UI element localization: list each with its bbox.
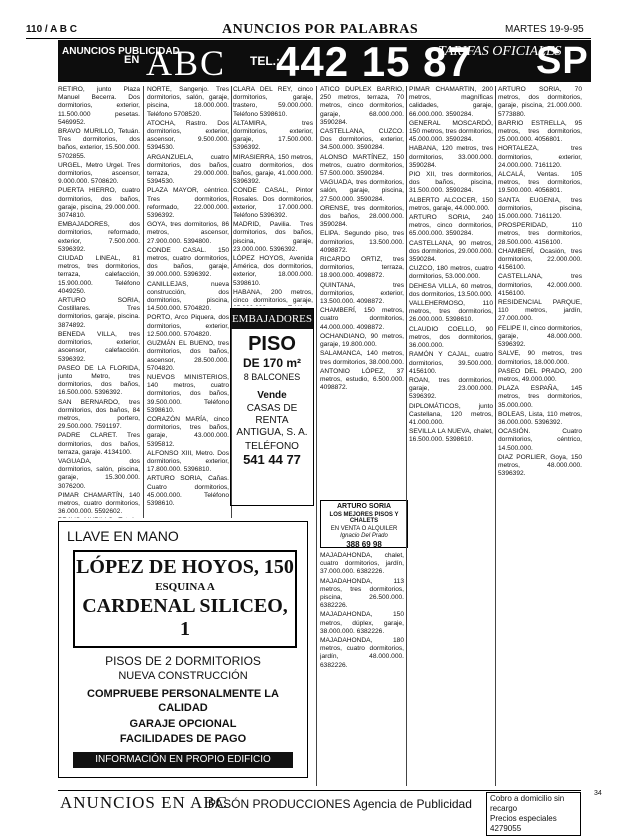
ad-entry: ARTURO SORIA, 70 metros, dos dormitorios, garaje, piscina, 21.000.000. 5773880. xyxy=(498,86,582,118)
ad-entry: MIRASIERRA, 150 metros, cuatro dormitorios, dos baños, garaje, 41.000.000. 5396392. xyxy=(233,153,313,186)
ad-entry: OCASIÓN. Cuatro dormitorios, céntrico, 14.500.000. xyxy=(498,428,582,452)
embajadores-title: EMBAJADORES xyxy=(231,309,313,329)
ad-entry: CUZCO, 180 metros, cuatro dormitorios, 53.000.000. xyxy=(409,265,493,281)
llave-en-mano-ad xyxy=(58,521,308,778)
ad-entry: FELIPE II, cinco dormitorios, garaje, 48.000.000. 5396392. xyxy=(498,324,582,349)
embajadores-size: DE 170 m² xyxy=(242,356,302,370)
ad-entry: ALONSO MARTÍNEZ, 150 metros, cuatro dormitorios, 57.500.000. 3590284. xyxy=(320,153,404,178)
ad-entry: RICARDO ORTIZ, tres dormitorios, terraza, 18.900.000. 4098872. xyxy=(320,256,404,280)
ad-entry: PROSPERIDAD, 110 metros, tres dormitorios, 28.500.000. 4156100. xyxy=(498,222,582,246)
embajadores-phone: 541 44 77 xyxy=(243,452,301,467)
ad-entry: ARTURO SORIA, Costillares. Tres dormitorios, garaje, piscina. 3874892. xyxy=(58,297,140,329)
classifieds-banner xyxy=(58,38,591,85)
llave-calidad: CALIDAD xyxy=(158,702,208,714)
ad-entry: CASTELLANA, CUZCO. Dos dormitorios, exterior, 34.500.000. 3590284. xyxy=(320,128,404,152)
ad-entry xyxy=(58,517,140,518)
footer-cobro-line1: Cobro a domicilio sin recargo xyxy=(490,794,565,813)
ad-entry: MADRID, Pavilia. Tres dormitorios, dos baños, piscina, garaje, 23.000.000. 5396392. xyxy=(233,221,313,253)
section-title: ANUNCIOS POR PALABRAS xyxy=(222,22,419,37)
column-divider xyxy=(495,86,496,786)
ad-entry: ANTONIO LÓPEZ, 37 metros, estudio, 6.500.000. 4098872. xyxy=(320,367,404,392)
ad-entry: CASTELLANA, tres dormitorios, 42.000.000. 4156100. xyxy=(498,273,582,297)
ad-entry: ARTURO SORIA, 240 metros, cinco dormitorios, 65.000.000. 3590284. xyxy=(409,214,493,238)
ad-entry: PADRE CLARET. Tres dormitorios, dos baños, terraza, garaje. 4134100. xyxy=(58,432,140,456)
ad-entry: CIUDAD LINEAL, 81 metros, tres dormitorios, terraza, calefacción, 15.900.000. Teléfono 4049250. xyxy=(58,255,140,295)
banner-en: EN xyxy=(124,54,140,66)
seal-company: Ignacio Del Prado xyxy=(340,533,388,539)
footer-anuncios: ANUNCIOS EN ABC xyxy=(60,793,229,812)
ad-entry: ROAN, tres dormitorios, garaje, 23.000.000. 5396392. xyxy=(409,376,493,401)
column-divider xyxy=(406,86,407,786)
ad-entry: CLAUDIO COELLO, 90 metros, dos dormitorios, 36.000.000. xyxy=(409,325,493,350)
ad-entry: ELIPA. Segundo piso, tres dormitorios, 13.500.000. 4098872. xyxy=(320,230,404,254)
ad-entry: ORENSE, tres dormitorios, dos baños, 28.000.000. 3590284. xyxy=(320,204,404,229)
ad-entry: MAJADAHONDA, 180 metros, cuatro dormitorios, jardín, 48.000.000. 6382226. xyxy=(320,637,404,669)
ad-entry: BENEDA VILLA, tres dormitorios, exterior, ascensor, calefacción. 5396392. xyxy=(58,330,140,363)
ad-entry: CONDE CASAL. 150 metros, cuatro dormitorios, dos baños, garaje, 39.000.000. 5396392. xyxy=(147,246,229,279)
ad-entry: ARGANZUELA, cuatro dormitorios, dos baños, terraza, 29.000.000. 5394530. xyxy=(147,153,229,186)
ad-entry: CASTELLANA, 90 metros, dos dormitorios, 29.000.000. 3590284. xyxy=(409,239,493,264)
ad-entry: SALVE, 90 metros, tres dormitorios, 18.000.000. xyxy=(498,350,582,366)
ad-entry: SAN BERNARDO, tres dormitorios, dos baños, 84 metros, portero, 29.500.000. 7591197. xyxy=(58,398,140,431)
ad-entry: GENERAL MOSCARDÓ, 150 metros, tres dormitorios, 45.000.000. 3590284. xyxy=(409,119,493,144)
ad-entry: LÓPEZ HOYOS, Avenida América, dos dormitorios, exterior, 18.000.000. 5398610. xyxy=(233,255,313,287)
page-number: 110 / A B C xyxy=(26,24,77,35)
ad-entry: GUZMÁN EL BUENO, tres dormitorios, dos baños, ascensor, 28.500.000. 5704820. xyxy=(147,340,229,372)
llave-addr3: CARDENAL SILICEO, 1 xyxy=(82,595,288,640)
ad-entry: SALAMANCA, 140 metros, tres dormitorios, 38.000.000. xyxy=(320,350,404,366)
llave-addr1: LÓPEZ DE HOYOS, 150 xyxy=(76,556,294,578)
ad-entry: ALTAMIRA, tres dormitorios, exterior, garaje, 17.500.000. 5396392. xyxy=(233,119,313,152)
ad-entry: ALCALÁ, Ventas. 105 metros, tres dormitorios, 19.500.000. 4056801. xyxy=(498,171,582,195)
ad-entry: PASEO DEL PRADO, 200 metros, 49.000.000. xyxy=(498,367,582,383)
ad-entry: CANILLEJAS, nueva construcción, dos dormitorios, piscina, 14.500.000. 5704820. xyxy=(147,280,229,313)
embajadores-balcony: 8 BALCONES xyxy=(243,372,301,382)
ad-entry: SANTA EUGENIA, tres dormitorios, piscina, 15.000.000. 7161120. xyxy=(498,196,582,221)
llave-address-box xyxy=(73,550,297,648)
ad-entry: VAGUADA, tres dormitorios, salón, garaje, piscina, 27.500.000. 3590284. xyxy=(320,179,404,203)
ad-entry: MAJADAHONDA, 113 metros, tres dormitorios, piscina, 26.500.000. 6382226. xyxy=(320,577,404,610)
ad-column-3 xyxy=(233,86,313,306)
seal-sub: EN VENTA O ALQUILER xyxy=(330,526,398,532)
llave-nueva: NUEVA CONSTRUCCIÓN xyxy=(118,670,248,682)
ad-entry: PUERTA HIERRO, cuatro dormitorios, dos baños, garaje, piscina, 29.000.000. 3074810. xyxy=(58,187,140,220)
llave-addr2: ESQUINA A xyxy=(155,581,215,593)
seal-line: LOS MEJORES PISOS Y CHALETS xyxy=(329,512,399,524)
ad-entry: RETIRO, junto Plaza Manuel Becerra. Dos dormitorios, exterior, 11.500.000 pesetas. 5469952. xyxy=(58,86,140,126)
ad-entry: HORTALEZA, tres dormitorios, exterior, 24.000.000. 7161120. xyxy=(498,145,582,169)
ad-column-5 xyxy=(409,86,493,786)
ad-entry: CONDE CASAL, Pintor Rosales. Dos dormitorios, exterior, 17.000.000. Teléfono 5396392. xyxy=(233,187,313,220)
ad-column-6 xyxy=(498,86,582,786)
ad-entry: PIMAR CHAMARTÍN, 200 metros, magníficas calidades, garaje, 66.000.000. 3590284. xyxy=(409,86,493,118)
ad-entry: ALFONSO XIII, Metro. Dos dormitorios, exterior, 17.800.000. 5396810. xyxy=(147,449,229,474)
ad-entry: ALBERTO ALCOCER, 150 metros, garaje, 44.000.000. xyxy=(409,196,493,212)
ad-entry: ATICO DUPLEX BARRIO, 250 metros, terraza, 70 metros, cinco dormitorios, garaje, 68.000.000. 3590284. xyxy=(320,86,404,126)
llave-info-bar: INFORMACIÓN EN PROPIO EDIFICIO xyxy=(73,752,293,768)
banner-tarifas: TARIFAS OFICIALES xyxy=(438,44,562,59)
ad-entry: DIAZ PORLIER, Goya, 150 metros, 48.000.000. 5396392. xyxy=(498,453,582,478)
ad-entry: CORAZÓN MARÍA, cinco dormitorios, tres baños, garaje, 43.000.000. 5395812. xyxy=(147,415,229,448)
banner-tel-label: TEL.: xyxy=(250,54,280,68)
llave-facilidades: FACILIDADES DE PAGO xyxy=(119,733,247,745)
banner-anuncios: ANUNCIOS PUBLICIDAD xyxy=(62,46,180,57)
footer-cobro-line2: Precios especiales 4279055 xyxy=(490,814,557,833)
ad-entry: DIPLOMÁTICOS, junto Castellana, 120 metros, 41.000.000. xyxy=(409,402,493,426)
llave-header: LLAVE EN MANO xyxy=(67,528,179,544)
ad-entry: CHAMBERÍ, 150 metros, cuatro dormitorios, 44.000.000. 4098872. xyxy=(320,307,404,331)
embajadores-ad xyxy=(230,308,314,506)
ad-entry: CLARA DEL REY, cinco dormitorios, garaje, trastero, 59.000.000. Teléfono 5398610. xyxy=(233,86,313,118)
ad-entry: SEVILLA LA NUEVA, chalet, 16.500.000. 5398610. xyxy=(409,428,493,444)
ad-entry: PLAZA MAYOR, céntrico. Tres dormitorios, reformado, 22.000.000. 5396392. xyxy=(147,187,229,220)
ad-entry: PORTO, Arco Piquera, dos dormitorios, exterior, 12.500.000. 5704820. xyxy=(147,314,229,338)
ad-entry: RESIDENCIAL PARQUE, 110 metros, jardín, 27.000.000. xyxy=(498,299,582,323)
ad-entry: BOLEAS, Lista, 110 metros, 36.000.000. 5396392. xyxy=(498,410,582,426)
llave-comprueba: COMPRUEBE PERSONALMENTE LA xyxy=(87,688,279,700)
ad-entry: BARRIO ESTRELLA, 95 metros, tres dormitorios, 25.000.000. 4056801. xyxy=(498,119,582,144)
ad-entry: RAMÓN Y CAJAL, cuatro dormitorios, 39.500.000. 4156100. xyxy=(409,351,493,375)
arturo-soria-seal-ad xyxy=(320,500,408,548)
embajadores-vende: Vende xyxy=(257,390,287,401)
footer-agency: PASÓN PRODUCCIONES Agencia de Publicidad xyxy=(208,797,472,811)
ad-entry: QUINTANA, tres dormitorios, exterior, 13.500.000. 4098872. xyxy=(320,281,404,306)
ad-column-1 xyxy=(58,86,140,518)
footer-strip xyxy=(58,790,581,833)
ad-entry: DEHESA VILLA, 60 metros, dos dormitorios, 13.500.000. xyxy=(409,282,493,298)
ad-entry: URGEL, Metro Urgel. Tres dormitorios, ascensor, 9.000.000. 5708620. xyxy=(58,161,140,186)
banner-phone: 442 15 87 xyxy=(276,38,472,85)
ad-entry: ATOCHA, Rastro. Dos dormitorios, exterior, ascensor, 9.500.000. 5394530. xyxy=(147,119,229,152)
ad-entry: ARTURO SORIA, Cañas. Cuatro dormitorios, 45.000.000. Teléfono 5398610. xyxy=(147,475,229,507)
ad-entry: BRAVO MURILLO, Tetuán. Tres dormitorios, dos baños, exterior, 15.500.000. 5702855. xyxy=(58,128,140,160)
ad-entry: PIO XII, tres dormitorios, dos baños, piscina, 31.500.000. 3590284. xyxy=(409,171,493,195)
llave-garaje: GARAJE OPCIONAL xyxy=(129,718,237,730)
ad-entry: HABANA, 200 metros, cinco dormitorios, garaje, xyxy=(233,288,313,305)
ad-entry: EMBAJADORES, dos dormitorios, reformado, exterior, 7.500.000. 5396392. xyxy=(58,221,140,253)
ad-entry: OCHANDIANO, 90 metros, garaje, 19.800.000. xyxy=(320,332,404,349)
ad-entry: VAGUADA, dos dormitorios, salón, piscina, garaje, 15.300.000. 3076200. xyxy=(58,457,140,490)
ad-entry: CHAMBERÍ, Ocasión, tres dormitorios, 22.000.000. 4156100. xyxy=(498,247,582,272)
ad-entry: PASEO DE LA FLORIDA, junto Metro, tres dormitorios, dos baños, 16.500.000. 5396392. xyxy=(58,364,140,397)
ad-entry: MAJADAHONDA, 150 metros, dúplex, garaje, 38.000.000. 6382226. xyxy=(320,611,404,635)
abc-logo: ABC xyxy=(146,43,227,83)
ad-column-2 xyxy=(147,86,229,518)
ad-column-4 xyxy=(320,86,404,496)
footer-cobro xyxy=(486,792,581,836)
issue-date: MARTES 19-9-95 xyxy=(505,24,584,35)
column-divider xyxy=(316,86,317,786)
embajadores-phone-label: TELÉFONO xyxy=(245,441,299,452)
ad-entry: HABANA, 120 metros, tres dormitorios, 33.000.000. 3590284. xyxy=(409,145,493,169)
seal-name: ARTURO SORIA xyxy=(336,503,392,510)
ad-entry: GOYA, tres dormitorios, 86 metros, ascensor, 27.900.000. 5394800. xyxy=(147,221,229,245)
ad-entry: NUEVOS MINISTERIOS, 140 metros, cuatro dormitorios, dos baños, 39.500.000. Teléfono 5398610. xyxy=(147,373,229,414)
llave-pisos: PISOS DE 2 DORMITORIOS xyxy=(105,654,261,668)
ad-entry: PIMAR CHAMARTÍN, 140 metros, cuatro dormitorios, 36.000.000. 5592602. xyxy=(58,491,140,516)
embajadores-type: PISO xyxy=(248,333,296,355)
ad-entry: NORTE, Sangenjo. Tres dormitorios, salón, garaje, piscina, 18.000.000. Teléfono 5708520. xyxy=(147,86,229,118)
embajadores-company: CASAS DE RENTA ANTIGUA, S. A. xyxy=(236,403,308,438)
seal-phone: 388 69 98 xyxy=(346,540,382,549)
ad-entry: PLAZA ESPAÑA, 145 metros, tres dormitorios, 35.000.000. xyxy=(498,385,582,409)
banner-sp: SP xyxy=(536,40,589,82)
ad-entry: MAJADAHONDA, chalet, cuatro dormitorios, jardín, 37.000.000. 6382226. xyxy=(320,552,404,576)
page-mark: 34 xyxy=(594,790,602,797)
column-divider xyxy=(143,86,144,518)
ad-entry: VALLEHERMOSO, 110 metros, tres dormitorios, 26.000.000. 5398610. xyxy=(409,300,493,324)
ad-column-4-lower xyxy=(320,552,404,786)
